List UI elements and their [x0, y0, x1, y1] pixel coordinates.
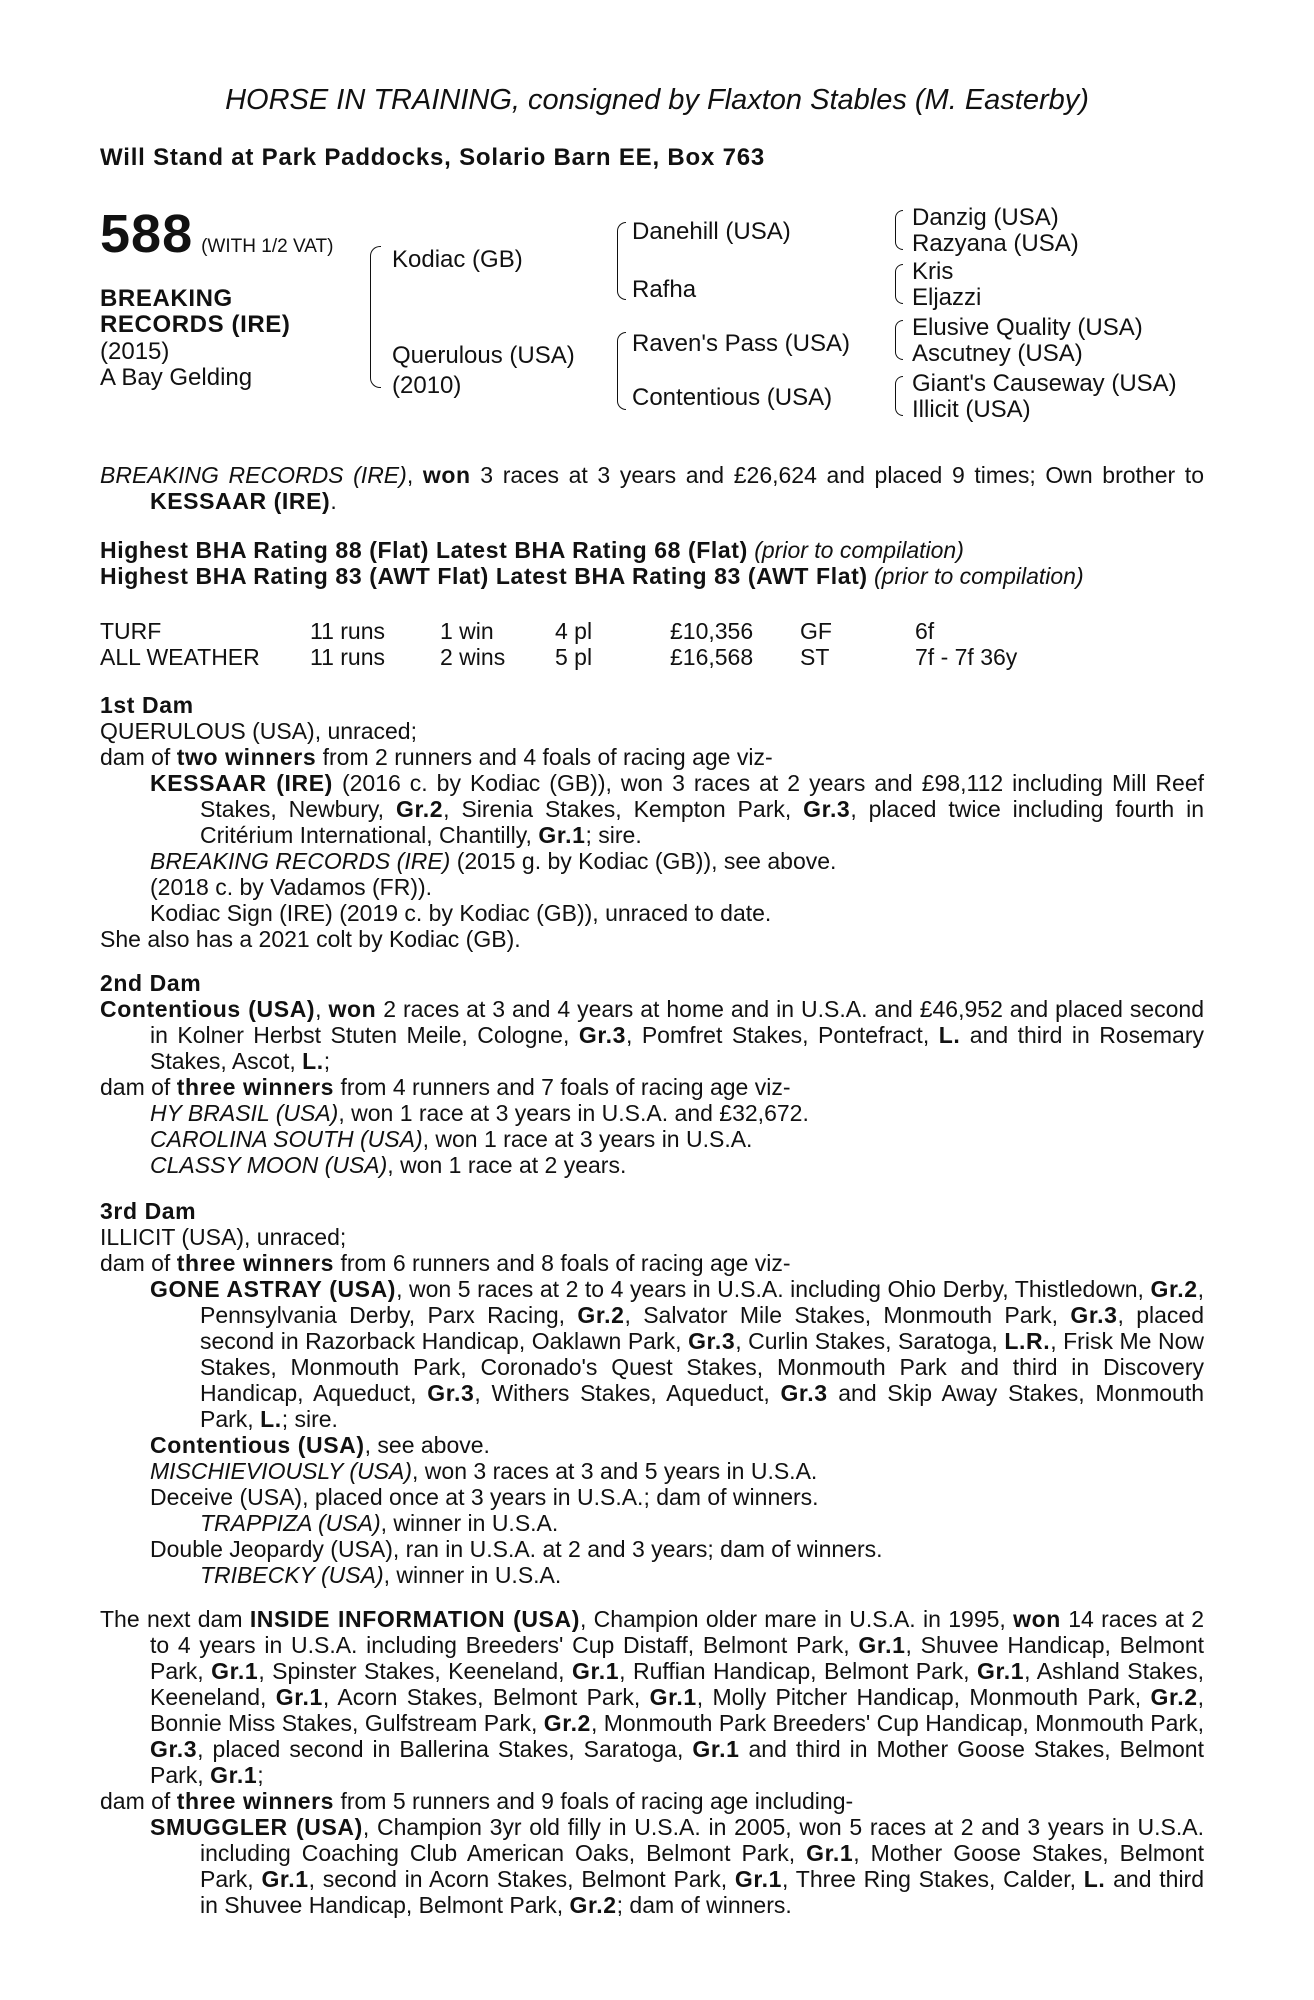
grade: Gr.2 [1150, 1275, 1198, 1302]
text: , placed second in Razorback Handicap, Oaklawn Park, [200, 1301, 1204, 1354]
progeny-kessaar [100, 770, 1204, 848]
second-dam-record [100, 996, 1204, 1074]
second-dam-produce [100, 1074, 1204, 1100]
ped-gg-1: Danzig (USA) [912, 204, 1059, 231]
next-dam-produce [100, 1788, 1204, 1814]
won-label: won [422, 462, 471, 488]
text: , Pennsylvania Derby, Parx Racing, [200, 1275, 1204, 1328]
text: , Mother Goose Stakes, Belmont Park, [200, 1839, 1204, 1892]
grade: L. [302, 1047, 324, 1074]
vat-note: (WITH 1/2 VAT) [201, 236, 334, 257]
progeny-name: SMUGGLER (USA) [150, 1813, 363, 1840]
horse-year: (2015) [100, 337, 170, 365]
rating-line-2 [100, 563, 1204, 589]
record-cell: 11 runs [310, 643, 386, 670]
second-dam-heading: 2nd Dam [100, 970, 202, 996]
won-label: won [328, 995, 377, 1022]
text: dam of [100, 1787, 177, 1814]
text: , second in Acorn Stakes, Belmont Park, [308, 1865, 735, 1892]
race-record-table [100, 618, 1204, 670]
text: , Sirenia Stakes, Kempton Park, [443, 795, 804, 822]
text: , Spinster Stakes, Keeneland, [258, 1657, 573, 1684]
horse-name-line2: RECORDS (IRE) [100, 311, 291, 339]
text: , [315, 995, 329, 1022]
record-cell: TURF [100, 618, 162, 644]
progeny-name: CAROLINA SOUTH (USA) [150, 1125, 423, 1152]
text: from 6 runners and 8 foals of racing age viz- [334, 1249, 791, 1276]
text: from 2 runners and 4 foals of racing age viz- [316, 743, 773, 770]
progeny-gone-astray [100, 1276, 1204, 1432]
progeny-name: KESSAAR (IRE) [150, 769, 333, 796]
ped-gg-7: Giant's Causeway (USA) [912, 370, 1177, 397]
progeny-name: Contentious (USA) [150, 1431, 365, 1458]
text: 2 races at 3 and 4 years at home and in U.S.A. and £46,952 and placed second in Kolner Herbst Stuten Meile, Cologne, [150, 995, 1204, 1048]
record-cell: 11 runs [310, 618, 386, 644]
lot-number-value: 588 [100, 204, 194, 264]
text: , won 5 races at 2 to 4 years in U.S.A. including Ohio Derby, Thistledown, [396, 1275, 1151, 1302]
summary-text: 3 races at 3 years and £26,624 and placed 9 times; Own brother to [470, 462, 1204, 488]
brace-sire [617, 222, 626, 300]
record-cell: 5 pl [555, 643, 593, 670]
grade: Gr.3 [427, 1379, 475, 1406]
record-cell: 1 win [440, 618, 494, 644]
lot-number [100, 204, 333, 265]
progeny-name: TRAPPIZA (USA) [200, 1509, 381, 1536]
text: , Pomfret Stakes, Pontefract, [625, 1021, 939, 1048]
text: dam of [100, 1073, 177, 1100]
rating2-note: (prior to compilation) [874, 562, 1084, 589]
progeny-2018: (2018 c. by Vadamos (FR)). [150, 873, 433, 900]
third-dam-heading: 3rd Dam [100, 1198, 197, 1224]
text: , Withers Stakes, Aqueduct, [474, 1379, 781, 1406]
text: , won 1 race at 2 years. [387, 1151, 627, 1178]
progeny-kodiac-sign: Kodiac Sign (IRE) (2019 c. by Kodiac (GB)), unraced to date. [150, 899, 772, 926]
ped-dam-sire: Raven's Pass (USA) [632, 330, 850, 357]
ped-gg-4: Eljazzi [912, 284, 982, 311]
grade: Gr.2 [543, 1709, 591, 1736]
page-header: HORSE IN TRAINING, consigned by Flaxton Stables (M. Easterby) [225, 84, 1089, 116]
brace-gg1 [895, 210, 903, 250]
winners-count: two winners [176, 743, 317, 770]
grade: Gr.3 [803, 795, 851, 822]
text: ; [323, 1047, 331, 1074]
grade: L. [1083, 1865, 1106, 1892]
text: , won 1 race at 3 years in U.S.A. and £32,672. [338, 1099, 809, 1126]
ped-gg-8: Illicit (USA) [912, 396, 1031, 423]
first-dam-section [100, 692, 1204, 952]
race-record-row [100, 618, 1204, 644]
progeny-smuggler [100, 1814, 1204, 1918]
progeny-name: HY BRASIL (USA) [150, 1099, 339, 1126]
progeny-contentious [100, 1432, 1204, 1458]
brace-dam [617, 332, 626, 410]
rating-line-1 [100, 537, 1204, 563]
progeny-deceive: Deceive (USA), placed once at 3 years in U.S.A.; dam of winners. [150, 1483, 819, 1510]
grade: Gr.3 [578, 1021, 626, 1048]
text: (2015 g. by Kodiac (GB)), see above. [450, 847, 837, 874]
horse-identity [100, 286, 290, 392]
rating1-note: (prior to compilation) [754, 537, 964, 563]
grade: Gr.1 [858, 1631, 906, 1658]
won-label: won [1013, 1606, 1061, 1632]
grade: Gr.3 [688, 1327, 736, 1354]
progeny-mischieviously [100, 1458, 1204, 1484]
text: 14 races at 2 to 4 years in U.S.A. including Breeders' Cup Distaff, Belmont Park, [150, 1606, 1204, 1658]
grade: Gr.1 [806, 1839, 854, 1866]
grade: L. [260, 1405, 282, 1432]
text: ; [257, 1761, 264, 1788]
grade: Gr.1 [572, 1657, 620, 1684]
first-dam-produce [100, 744, 1204, 770]
horse-description: A Bay Gelding [100, 364, 253, 392]
race-summary [100, 462, 1204, 514]
grade: Gr.2 [395, 795, 444, 822]
record-cell: ALL WEATHER [100, 643, 260, 670]
text: , winner in U.S.A. [380, 1509, 559, 1536]
text: , Salvator Mile Stakes, Monmouth Park, [624, 1301, 1071, 1328]
ped-gg-2: Razyana (USA) [912, 230, 1079, 257]
progeny-name: BREAKING RECORDS (IRE) [150, 847, 451, 874]
text: , won 3 races at 3 and 5 years in U.S.A. [412, 1457, 818, 1484]
text: (2016 c. by Kodiac (GB)), won 3 races at 2 years and £98,112 including Mill Reef Stakes, Newbury, [200, 769, 1205, 822]
text: and third in Rosemary Stakes, Ascot, [150, 1021, 1204, 1074]
progeny-name: TRIBECKY (USA) [200, 1561, 384, 1588]
text: from 5 runners and 9 foals of racing age including- [334, 1787, 854, 1814]
ped-sire: Kodiac (GB) [392, 246, 523, 273]
grade: Gr.2 [569, 1891, 617, 1918]
text: , Ashland Stakes, Keeneland, [150, 1657, 1204, 1710]
grade: Gr.1 [275, 1683, 323, 1710]
text: ; sire. [281, 1405, 338, 1432]
text: and third in Mother Goose Stakes, Belmont Park, [150, 1735, 1204, 1788]
ped-gg-5: Elusive Quality (USA) [912, 314, 1143, 341]
text: dam of [100, 743, 177, 770]
progeny-name: MISCHIEVIOUSLY (USA) [150, 1457, 413, 1484]
record-cell: £16,568 [670, 643, 754, 670]
ped-dam-dam: Contentious (USA) [632, 384, 833, 411]
text: dam of [100, 1249, 177, 1276]
grade: Gr.1 [649, 1683, 697, 1710]
record-cell: 4 pl [555, 618, 593, 644]
grade: Gr.3 [1070, 1301, 1118, 1328]
text: , Champion older mare in U.S.A. in 1995, [579, 1606, 1014, 1632]
progeny-tribecky [100, 1562, 1204, 1588]
brace-gg2 [895, 264, 903, 304]
text: , Curlin Stakes, Saratoga, [735, 1327, 1005, 1354]
record-cell: 6f [915, 618, 935, 644]
progeny-carolina-south [100, 1126, 1204, 1152]
grade: Gr.1 [210, 1761, 258, 1788]
first-dam-line: QUERULOUS (USA), unraced; [100, 717, 417, 744]
record-cell: £10,356 [670, 618, 754, 644]
grade: Gr.1 [734, 1865, 783, 1892]
summary-paragraph: BREAKING RECORDS (IRE), won 3 races at 3 years and £26,624 and placed 9 times; Own brother to KESSAAR (IRE). [100, 462, 1204, 514]
winners-count: three winners [176, 1249, 335, 1276]
stand-info: Will Stand at Park Paddocks, Solario Barn EE, Box 763 [100, 144, 766, 171]
next-dam-section [100, 1606, 1204, 1918]
grade: L.R. [1004, 1327, 1051, 1354]
text: , Shuvee Handicap, Belmont Park, [150, 1631, 1204, 1684]
race-record-row [100, 644, 1204, 670]
progeny-hy-brasil [100, 1100, 1204, 1126]
text: , winner in U.S.A. [383, 1561, 562, 1588]
dam-name: INSIDE INFORMATION (USA) [249, 1606, 580, 1632]
grade: Gr.2 [577, 1301, 625, 1328]
progeny-breaking-records [100, 848, 1204, 874]
first-dam-heading: 1st Dam [100, 692, 194, 718]
grade: Gr.1 [261, 1865, 309, 1892]
ped-gg-3: Kris [912, 258, 954, 285]
ped-dam: Querulous (USA) [392, 342, 575, 369]
ped-sire-dam: Rafha [632, 276, 697, 303]
grade: Gr.2 [1150, 1683, 1198, 1710]
grade: Gr.1 [211, 1657, 259, 1684]
text: , Acorn Stakes, Belmont Park, [322, 1683, 650, 1710]
grade: Gr.3 [780, 1379, 828, 1406]
text: , placed second in Ballerina Stakes, Saratoga, [197, 1735, 693, 1762]
brother-name: KESSAAR (IRE) [150, 487, 331, 514]
text: The next dam [100, 1606, 250, 1632]
horse-name-italic: BREAKING RECORDS (IRE) [100, 462, 407, 488]
brace-gen1 [370, 246, 381, 388]
record-cell: 7f - 7f 36y [915, 643, 1018, 670]
text: , Three Ring Stakes, Calder, [782, 1865, 1084, 1892]
progeny-name: CLASSY MOON (USA) [150, 1151, 388, 1178]
grade: Gr.3 [150, 1735, 198, 1762]
brace-gg4 [895, 376, 903, 416]
ped-dam-year: (2010) [392, 372, 462, 399]
grade: Gr.1 [976, 1657, 1025, 1684]
text: , Molly Pitcher Handicap, Monmouth Park, [696, 1683, 1151, 1710]
record-cell: 2 wins [440, 643, 506, 670]
third-dam-produce [100, 1250, 1204, 1276]
progeny-name: GONE ASTRAY (USA) [150, 1275, 397, 1302]
ped-gg-6: Ascutney (USA) [912, 340, 1083, 367]
grade: L. [938, 1021, 961, 1048]
rating1-bold: Highest BHA Rating 88 (Flat) Latest BHA Rating 68 (Flat) [100, 537, 748, 563]
rating2-bold: Highest BHA Rating 83 (AWT Flat) Latest BHA Rating 83 (AWT Flat) [100, 562, 868, 589]
text: ; sire. [585, 821, 642, 848]
text: from 4 runners and 7 foals of racing age viz- [334, 1073, 791, 1100]
text: , Monmouth Park Breeders' Cup Handicap, Monmouth Park, [590, 1709, 1204, 1736]
text: , Frisk Me Now Stakes, Monmouth Park, Coronado's Quest Stakes, Monmouth Park and third in Discovery Handicap, Aqueduct, [200, 1327, 1205, 1406]
second-dam-section [100, 970, 1204, 1178]
ratings [100, 537, 1204, 589]
third-dam-line: ILLICIT (USA), unraced; [100, 1223, 347, 1250]
progeny-trappiza [100, 1510, 1204, 1536]
brace-gg3 [895, 320, 903, 360]
grade: Gr.1 [538, 821, 586, 848]
text: , see above. [364, 1431, 490, 1458]
text: , won 1 race at 3 years in U.S.A. [422, 1125, 753, 1152]
progeny-double-jeopardy: Double Jeopardy (USA), ran in U.S.A. at 2 and 3 years; dam of winners. [150, 1535, 883, 1562]
grade: Gr.1 [692, 1735, 740, 1762]
text: ; dam of winners. [616, 1891, 792, 1918]
text: , Champion 3yr old filly in U.S.A. in 2005, won 5 races at 2 and 3 years in U.S.A. including Coaching Club American Oaks, Belmont Park, [200, 1813, 1204, 1866]
dam-name: Contentious (USA) [100, 995, 316, 1022]
text: , Ruffian Handicap, Belmont Park, [619, 1657, 977, 1684]
first-dam-also: She also has a 2021 colt by Kodiac (GB). [100, 925, 521, 952]
winners-count: three winners [176, 1073, 335, 1100]
third-dam-section [100, 1198, 1204, 1588]
record-cell: ST [800, 643, 830, 670]
winners-count: three winners [176, 1787, 335, 1814]
text: , Bonnie Miss Stakes, Gulfstream Park, [150, 1683, 1204, 1736]
horse-name-line1: BREAKING [100, 285, 233, 312]
text: , placed twice including fourth in Critérium International, Chantilly, [200, 795, 1204, 848]
text: and third in Shuvee Handicap, Belmont Park, [200, 1865, 1205, 1918]
ped-sire-sire: Danehill (USA) [632, 218, 791, 245]
next-dam-record [100, 1606, 1204, 1788]
progeny-classy-moon [100, 1152, 1204, 1178]
record-cell: GF [800, 618, 832, 644]
text: and Skip Away Stakes, Monmouth Park, [200, 1379, 1204, 1432]
